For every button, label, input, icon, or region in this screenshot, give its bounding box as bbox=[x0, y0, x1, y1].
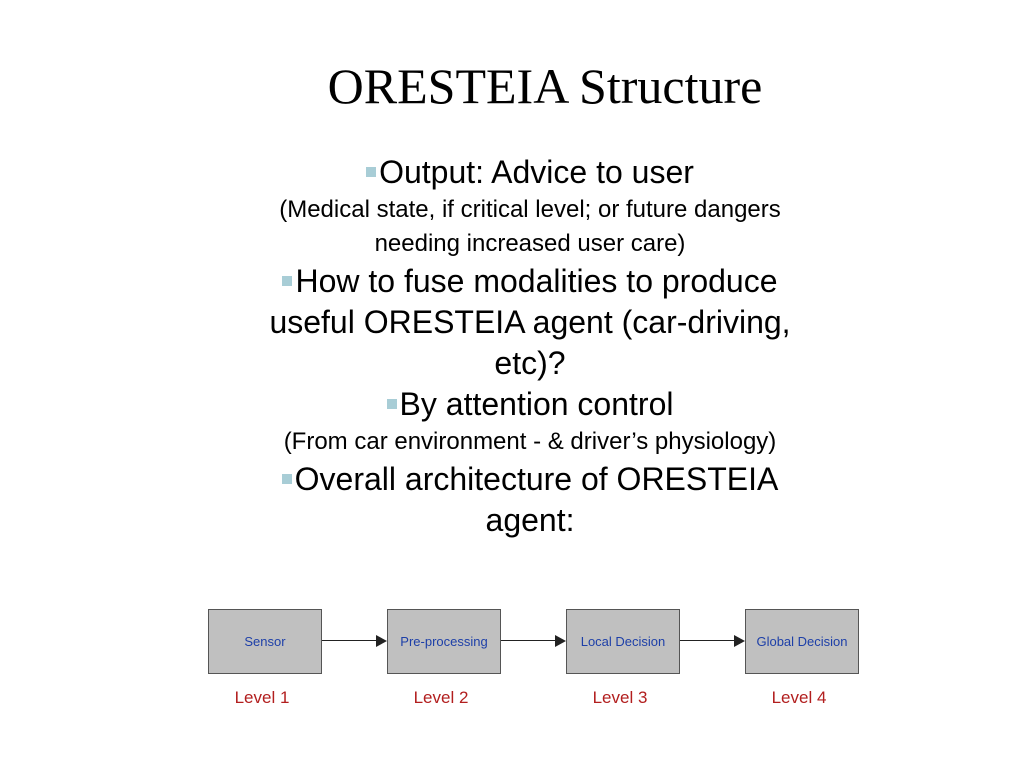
arrow-line-2 bbox=[501, 640, 555, 641]
bullet-2-text-line-2: useful ORESTEIA agent (car-driving, bbox=[269, 304, 791, 340]
bullet-1-sub-line-1: (Medical state, if critical level; or future dangers bbox=[279, 196, 781, 223]
bullet-4-text-line-2: agent: bbox=[485, 502, 575, 538]
level-label-3: Level 3 bbox=[592, 688, 648, 707]
level-label-2: Level 2 bbox=[413, 688, 469, 707]
bullet-3-sub-line-1: (From car environment - & driver’s physiology) bbox=[283, 428, 777, 455]
arrow-line-3 bbox=[680, 640, 734, 641]
arrow-line-1 bbox=[322, 640, 376, 641]
bullet-1-text: Output: Advice to user bbox=[379, 154, 694, 190]
bullet-3-text: By attention control bbox=[399, 386, 674, 422]
level-label-1: Level 1 bbox=[234, 688, 290, 707]
bullet-1-sub-line-2: needing increased user care) bbox=[374, 230, 686, 257]
arrow-head-3-icon bbox=[734, 635, 745, 647]
stage-box-global-decision: Global Decision bbox=[745, 609, 859, 674]
level-label-4: Level 4 bbox=[771, 688, 827, 707]
arrow-head-2-icon bbox=[555, 635, 566, 647]
arrow-head-1-icon bbox=[376, 635, 387, 647]
bullet-2-text-line-3: etc)? bbox=[494, 345, 566, 381]
slide-title: ORESTEIA Structure bbox=[327, 58, 763, 114]
stage-box-sensor: Sensor bbox=[208, 609, 322, 674]
bullet-2-text-line-1: How to fuse modalities to produce bbox=[295, 263, 778, 299]
stage-box-local-decision: Local Decision bbox=[566, 609, 680, 674]
bullet-4-text-line-1: Overall architecture of ORESTEIA bbox=[294, 461, 779, 497]
stage-box-pre-processing: Pre-processing bbox=[387, 609, 501, 674]
